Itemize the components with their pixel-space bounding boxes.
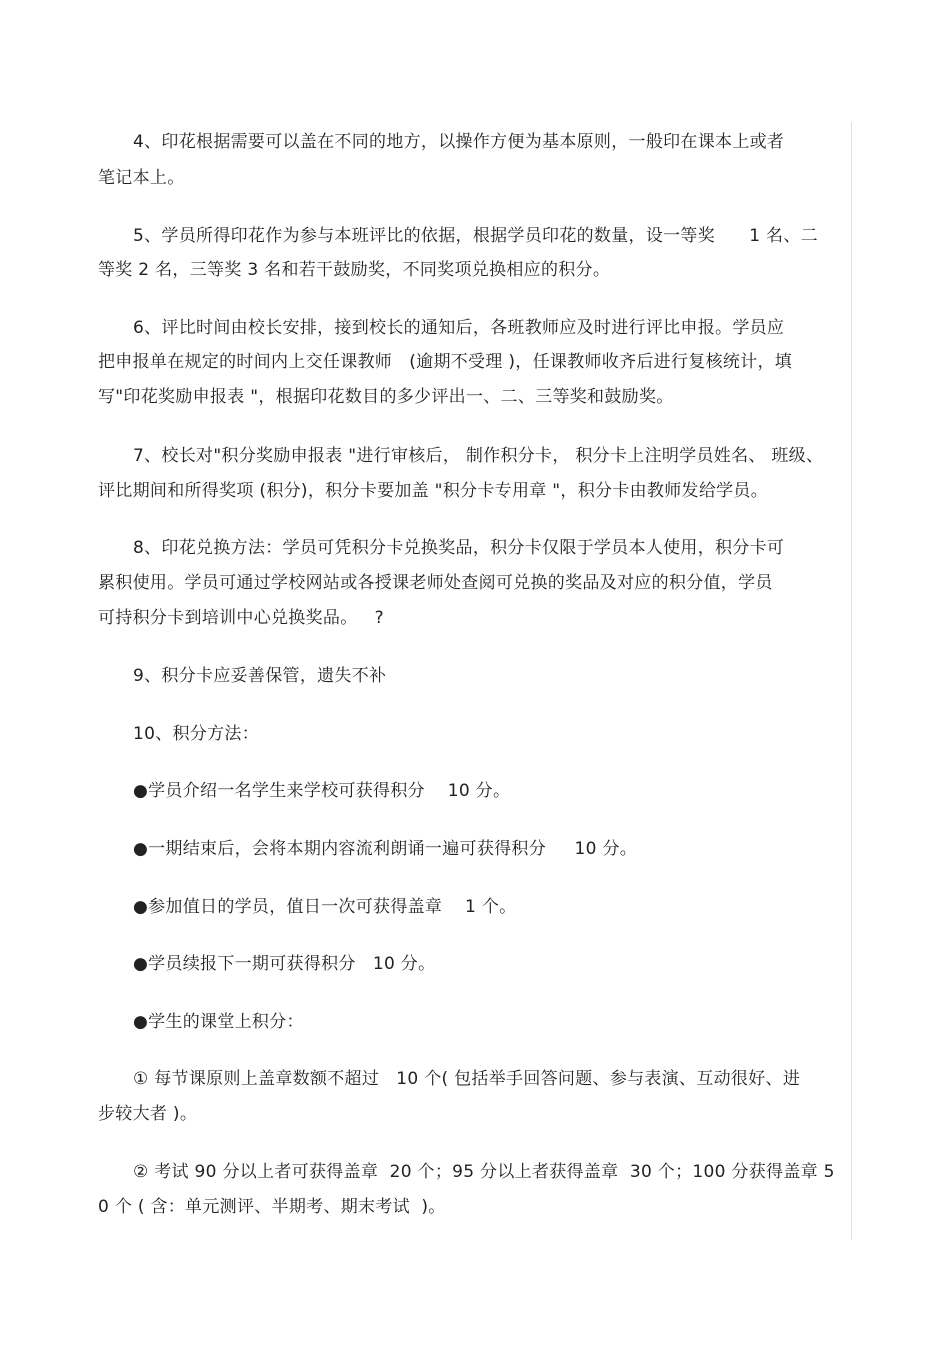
item-2-line-1: ② 考试 90 分以上者可获得盖章 20 个；95 分以上者获得盖章 30 个；100 分获得盖章 5 [133, 1162, 835, 1182]
rule-8-line-2: 累积使用。学员可通过学校网站或各授课老师处查阅可兑换的奖品及对应的积分值，学员 [98, 573, 773, 593]
item-1-line-1: ① 每节课原则上盖章数额不超过 10 个( 包括举手回答问题、参与表演、互动很好、进 [133, 1069, 801, 1089]
rule-4-line-1: 4、印花根据需要可以盖在不同的地方，以操作方便为基本原则，一般印在课本上或者 [133, 132, 785, 152]
rule-8-line-1: 8、印花兑换方法：学员可凭积分卡兑换奖品，积分卡仅限于学员本人使用，积分卡可 [133, 538, 785, 558]
bullet-referral: ●学员介绍一名学生来学校可获得积分 10 分。 [133, 781, 511, 801]
rule-6-line-2: 把申报单在规定的时间内上交任课教师 (逾期不受理 )，任课教师收齐后进行复核统计，填 [98, 352, 793, 372]
bullet-duty: ●参加值日的学员，值日一次可获得盖章 1 个。 [133, 897, 517, 917]
bullet-recitation: ●一期结束后，会将本期内容流利朗诵一遍可获得积分 10 分。 [133, 839, 638, 859]
rule-7-line-2: 评比期间和所得奖项 (积分)，积分卡要加盖 "积分卡专用章 "，积分卡由教师发给学员。 [98, 481, 769, 501]
rule-5-line-2: 等奖 2 名，三等奖 3 名和若干鼓励奖，不同奖项兑换相应的积分。 [98, 260, 611, 280]
item-1-line-2: 步较大者 )。 [98, 1104, 198, 1124]
rule-9: 9、积分卡应妥善保管，遗失不补 [133, 666, 387, 686]
bullet-classroom: ●学生的课堂上积分： [133, 1012, 304, 1032]
bullet-renewal: ●学员续报下一期可获得积分 10 分。 [133, 954, 436, 974]
rule-4-line-2: 笔记本上。 [98, 168, 185, 188]
rule-10-heading: 10、积分方法： [133, 724, 260, 744]
page-right-border [851, 122, 852, 1240]
rule-6-line-1: 6、评比时间由校长安排，接到校长的通知后，各班教师应及时进行评比申报。学员应 [133, 318, 785, 338]
rule-7-line-1: 7、校长对"积分奖励申报表 "进行审核后， 制作积分卡， 积分卡上注明学员姓名、 班级、 [133, 446, 824, 466]
rule-5-line-1: 5、学员所得印花作为参与本班评比的依据，根据学员印花的数量，设一等奖 1 名、二 [133, 226, 818, 246]
item-2-line-2: 0 个 ( 含：单元测评、半期考、期末考试 )。 [98, 1197, 446, 1217]
rule-6-line-3: 写"印花奖励申报表 "，根据印花数目的多少评出一、二、三等奖和鼓励奖。 [98, 387, 674, 407]
rule-8-line-3: 可持积分卡到培训中心兑换奖品。 ? [98, 608, 384, 628]
